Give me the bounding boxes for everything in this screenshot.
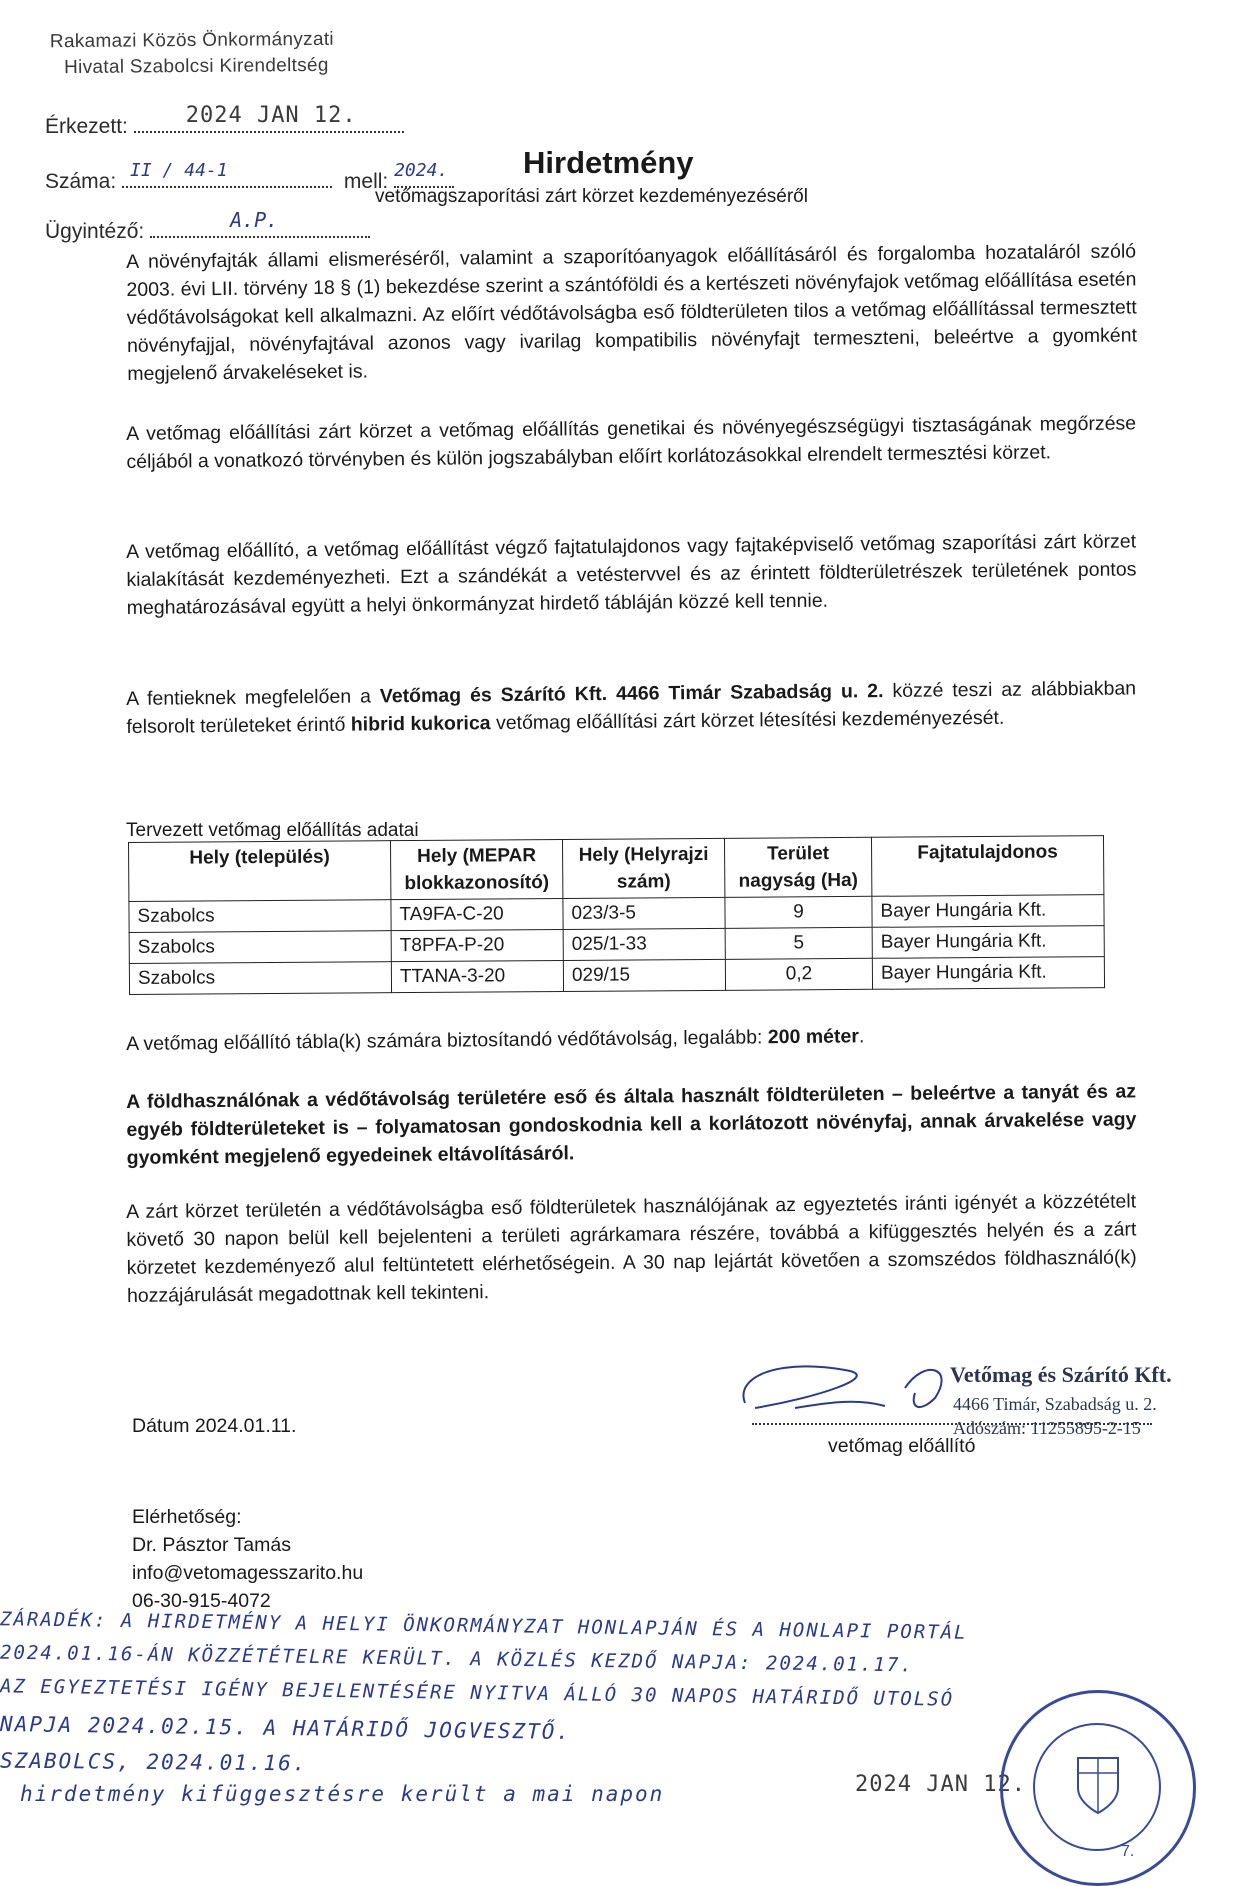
- distance-value: 200 méter: [767, 1025, 860, 1049]
- official-seal: [1000, 1690, 1196, 1886]
- coat-of-arms-icon: [1073, 1753, 1123, 1817]
- header-mepar: Hely (MEPAR blokkazonosító): [390, 839, 562, 899]
- contact-name: Dr. Pásztor Tamás: [132, 1534, 291, 1556]
- signature-line: [752, 1423, 1152, 1425]
- cell-lot: 023/3-5: [563, 897, 725, 929]
- table-caption: Tervezett vetőmag előállítás adatai: [126, 820, 419, 841]
- clerk-initials: A.P.: [230, 208, 279, 232]
- table-header-row: [129, 836, 1104, 902]
- signature-label: vetőmag előállító: [828, 1435, 976, 1457]
- handwritten-note-line: ZÁRADÉK: A HIRDETMÉNY A HELYI ÖNKORMÁNYZAT HONLAPJÁN ÉS A HONLAPI PORTÁL: [0, 1608, 968, 1644]
- seal-number: 7.: [1121, 1843, 1135, 1860]
- handwritten-note-line: AZ EGYEZTETÉSI IGÉNY BEJELENTÉSÉRE NYITVA ÁLLÓ 30 NAPOS HATÁRIDŐ UTOLSÓ: [0, 1675, 955, 1711]
- crop-name: hibrid kukorica: [350, 712, 491, 736]
- cell-settlement: Szabolcs: [129, 900, 391, 933]
- paragraph-initiation: A vetőmag előállító, a vetőmag előállítást végző fajtatulajdonos vagy fajtaképviselő vetőmag szaporítási zárt körzet kialakítását kezdeményezheti. Ezt a szándékát a vetéstervvel és az érintett földterületrészek területének pontos meghatározásával együtt a helyi önkormányzat hirdető tábláján közzé kell tennie.: [126, 530, 1137, 619]
- handwritten-note-line: 2024.01.16-ÁN KÖZZÉTÉTELRE KERÜLT. A KÖZLÉS KEZDŐ NAPJA: 2024.01.17.: [0, 1641, 914, 1677]
- number-value: II / 44-1: [130, 160, 228, 181]
- cell-lot: 025/1-33: [563, 928, 725, 960]
- data-table: [128, 835, 1105, 995]
- header-area: Terület nagyság (Ha): [724, 837, 871, 897]
- clerk-row: [45, 208, 370, 244]
- received-date: 2024 JAN 12.: [185, 103, 357, 128]
- header-settlement: Hely (település): [129, 841, 391, 902]
- document-title: Hirdetmény: [523, 145, 694, 180]
- signature-address: 4466 Timár, Szabadság u. 2. Adószám: 11255895-2-15: [953, 1394, 1157, 1438]
- handwritten-bottom-note: hirdetmény kifüggesztésre került a mai napon: [20, 1782, 665, 1806]
- table-row: [129, 957, 1104, 995]
- received-row: [45, 103, 404, 139]
- signature-company-stamp: Vetőmag és Szárító Kft.: [950, 1362, 1172, 1387]
- header-owner: Fajtatulajdonos: [871, 836, 1103, 897]
- cell-owner: Bayer Hungária Kft.: [872, 926, 1104, 959]
- protection-distance: A vetőmag előállító tábla(k) számára biztosítandó védőtávolság, legalább: 200 méter.: [126, 1025, 865, 1055]
- paragraph-obligation: A földhasználónak a védőtávolság területére eső és általa használt földterületen – beleértve a tanyát és az egyéb földterületeket is – folyamatosan gondoskodnia kell a korlátozott növényfaj, annak árvakelése vagy gyomként megjelenő egyedeinek eltávolításáról.: [126, 1080, 1137, 1169]
- cell-settlement: Szabolcs: [129, 931, 391, 964]
- cell-lot: 029/15: [563, 959, 725, 991]
- office-stamp: [50, 27, 334, 81]
- paragraph-law: A növényfajták állami elismeréséről, valamint a szaporítóanyagok előállításáról és forgalomba hozataláról szóló 2003. évi LII. törvény 18 § (1) bekezdése szerint a szántóföldi és a kertészeti növényfajok vetőmag előállítása esetén védőtávolságokat kell alkalmazni. Az előírt védőtávolságba eső földterületen tilos a vetőmag előállítással termesztett növényfajjal, növényfajtával azonos vagy ivarilag kompatibilis növényfajt termeszteni, beleértve a gyomként megjelenő árvakeléseket is.: [126, 240, 1138, 385]
- handwritten-note-line: SZABOLCS, 2024.01.16.: [0, 1748, 308, 1776]
- paragraph-announcement: A fentieknek megfelelően a Vetőmag és Szárító Kft. 4466 Timár Szabadság u. 2. közzé teszi az alábbiakban felsorolt területeket érintő hibrid kukorica vetőmag előállítási zárt körzet létesítési kezdeményezését.: [126, 677, 1137, 738]
- company-name: Vetőmag és Szárító Kft. 4466 Timár Szabadság u. 2.: [379, 680, 884, 708]
- bottom-date-stamp: 2024 JAN 12.: [855, 1772, 1026, 1797]
- handwritten-note-line: NAPJA 2024.02.15. A HATÁRIDŐ JOGVESZTŐ.: [0, 1712, 572, 1744]
- paragraph-definition: A vetőmag előállítási zárt körzet a vetőmag előállítás genetikai és növényegészségügyi tisztaságának megőrzése céljából a vonatkozó törvényben és külön jogszabályban előírt korlátozásokkal elrendelt termesztési körzet.: [126, 412, 1137, 473]
- clerk-label: Ügyintéző:: [45, 220, 145, 243]
- number-label: Száma:: [45, 170, 117, 193]
- cell-mepar: T8PFA-P-20: [391, 929, 563, 961]
- attachment-value: 2024.: [394, 160, 449, 181]
- attachment-label: mell:: [343, 170, 389, 193]
- received-label: Érkezett:: [45, 115, 128, 138]
- contact-heading: Elérhetőség:: [132, 1506, 242, 1528]
- contact-block: [132, 1503, 363, 1615]
- cell-owner: Bayer Hungária Kft.: [872, 957, 1104, 990]
- office-stamp-line2: Hivatal Szabolcsi Kirendeltség: [64, 54, 329, 79]
- office-stamp-line1: Rakamazi Közös Önkormányzati: [49, 28, 334, 53]
- signature-scribble: [735, 1348, 975, 1428]
- cell-area: 9: [725, 896, 872, 928]
- cell-area: 0,2: [725, 958, 872, 990]
- cell-owner: Bayer Hungária Kft.: [872, 895, 1104, 928]
- cell-area: 5: [725, 927, 872, 959]
- paragraph-deadline: A zárt körzet területén a védőtávolságba eső földterületek használójának az egyeztetés iránti igényét a közzétételt követő 30 napon belül kell bejelenteni a területi agrárkamara részére, továbbá a kifüggesztés helyén és a zárt körzetet kezdeményező alul feltüntetett elérhetőségein. A 30 nap lejártát követően a szomszédos földhasználó(k) hozzájárulását megadottnak kell tekinteni.: [126, 1190, 1137, 1307]
- contact-phone: 06-30-915-4072: [132, 1590, 271, 1612]
- cell-mepar: TA9FA-C-20: [391, 898, 563, 930]
- header-lot: Hely (Helyrajzi szám): [562, 838, 724, 898]
- cell-settlement: Szabolcs: [129, 962, 391, 995]
- cell-mepar: TTANA-3-20: [391, 960, 563, 992]
- document-subtitle: vetőmagszaporítási zárt körzet kezdeményezéséről: [375, 186, 808, 207]
- contact-email: info@vetomagesszarito.hu: [132, 1562, 364, 1584]
- document-date: Dátum 2024.01.11.: [132, 1415, 297, 1437]
